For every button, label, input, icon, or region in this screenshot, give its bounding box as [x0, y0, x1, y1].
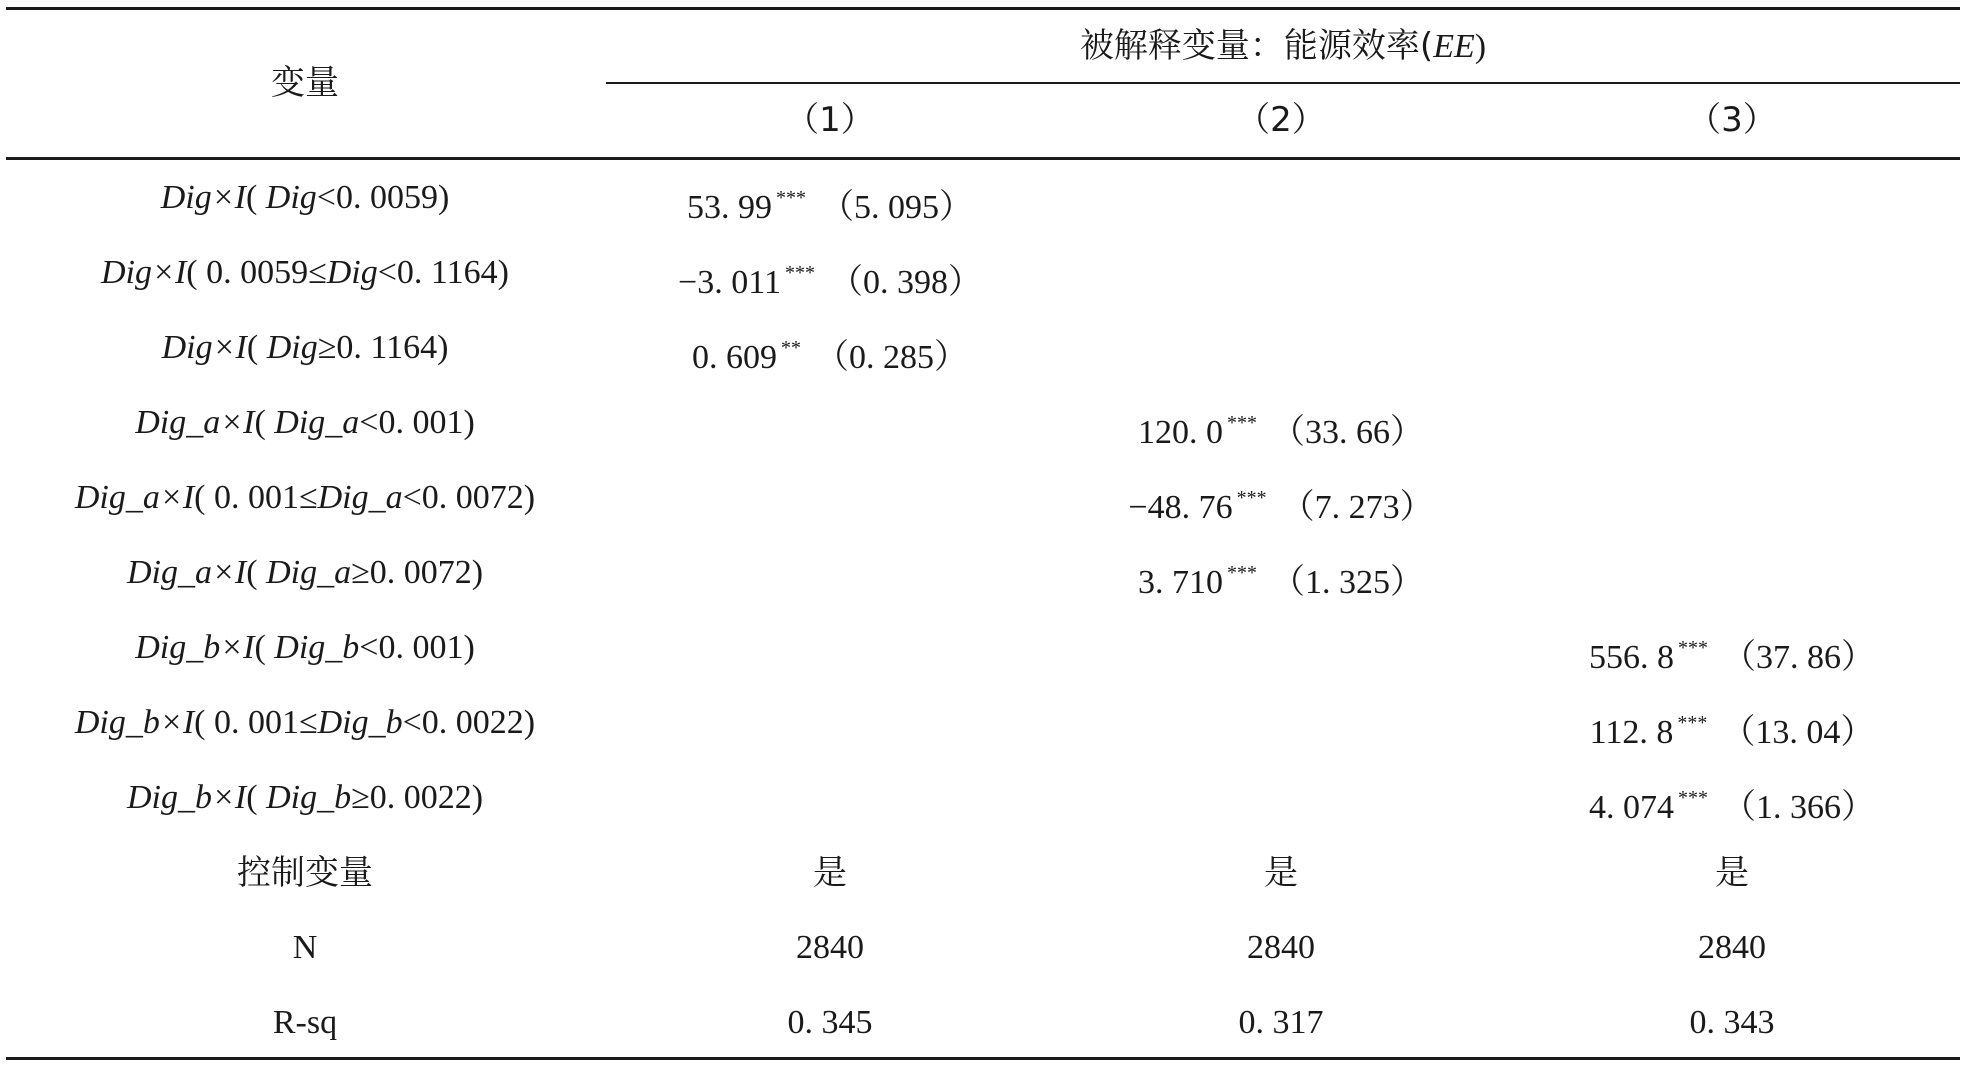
footer-value: 0. 317	[1238, 1004, 1324, 1041]
significance-stars: ***	[1677, 712, 1708, 734]
footer-value: 是	[1264, 853, 1298, 893]
footer-value: 是	[1715, 853, 1749, 893]
variable-expression: Dig_b×I( 0. 001≤Dig_b<0. 0022)	[74, 704, 536, 741]
coefficient-cell	[1589, 628, 1875, 676]
coefficient-cell	[1138, 403, 1424, 451]
significance-stars: ***	[1227, 562, 1257, 584]
variable-expression: Dig_b×I( Dig_b≥0. 0022)	[126, 779, 484, 816]
column-header-2: （2）	[1236, 100, 1326, 140]
dependent-variable-label: 被解释变量：能源效率(	[1079, 26, 1434, 66]
coefficient-value: −3. 011	[678, 264, 781, 301]
coefficient-cell	[1589, 703, 1875, 751]
significance-stars: ***	[1678, 637, 1708, 659]
footer-label: 控制变量	[237, 853, 373, 893]
significance-stars: ***	[776, 187, 806, 209]
coefficient-value: 4. 074	[1589, 789, 1674, 826]
table-bottom-rule	[6, 1057, 1960, 1060]
standard-error: （0. 398）	[828, 264, 982, 301]
variable-expression: Dig_a×I( Dig_a≥0. 0072)	[126, 554, 484, 591]
significance-stars: ***	[1236, 487, 1267, 509]
coefficient-cell	[1128, 478, 1434, 526]
column-header-3: （3）	[1687, 100, 1777, 140]
variable-expression: Dig×I( 0. 0059≤Dig<0. 1164)	[100, 254, 510, 291]
coefficient-cell	[1138, 553, 1424, 601]
dependent-variable-abbr: EE	[1433, 28, 1475, 65]
standard-error: （33. 66）	[1271, 414, 1424, 451]
footer-value: 是	[813, 853, 847, 893]
coefficient-cell	[687, 178, 973, 226]
coefficient-cell	[1589, 778, 1875, 826]
standard-error: （37. 86）	[1722, 639, 1875, 676]
variable-cell	[127, 778, 483, 818]
variable-cell	[75, 478, 535, 518]
footer-value: 2840	[796, 929, 864, 966]
footer-value: 2840	[1698, 929, 1766, 966]
dependent-variable-close: )	[1474, 28, 1487, 65]
coefficient-cell	[692, 328, 968, 376]
variable-cell	[75, 703, 535, 743]
footer-label: R-sq	[272, 1004, 338, 1041]
standard-error: （0. 285）	[815, 339, 968, 376]
footer-label: N	[292, 929, 318, 966]
coefficient-value: 112. 8	[1589, 714, 1674, 751]
variable-cell	[162, 328, 449, 368]
variable-expression: Dig_a×I( 0. 001≤Dig_a<0. 0072)	[74, 479, 536, 516]
variable-expression: Dig×I( Dig≥0. 1164)	[161, 329, 449, 366]
significance-stars: ***	[1678, 787, 1708, 809]
standard-error: （5. 095）	[820, 189, 973, 226]
standard-error: （7. 273）	[1280, 489, 1434, 526]
significance-stars: **	[781, 337, 801, 359]
coefficient-value: 3. 710	[1138, 564, 1223, 601]
table-top-rule	[6, 7, 1960, 10]
footer-value: 2840	[1247, 929, 1315, 966]
footer-value: 0. 345	[787, 1004, 873, 1041]
variable-expression: Dig_a×I( Dig_a<0. 001)	[135, 404, 475, 441]
column-header-1: （1）	[785, 100, 875, 140]
table-header-rule	[6, 157, 1960, 160]
table-spanner-rule	[606, 82, 1960, 84]
coefficient-value: 120. 0	[1138, 414, 1223, 451]
coefficient-value: 556. 8	[1589, 639, 1674, 676]
variable-cell	[101, 253, 509, 293]
coefficient-value: −48. 76	[1128, 489, 1233, 526]
variable-cell	[135, 628, 475, 668]
variable-cell	[135, 403, 475, 443]
variable-cell	[127, 553, 483, 593]
standard-error: （1. 366）	[1722, 789, 1875, 826]
variable-expression: Dig_b×I( Dig_b<0. 001)	[135, 629, 475, 666]
coefficient-value: 53. 99	[687, 189, 772, 226]
significance-stars: ***	[784, 262, 815, 284]
coefficient-value: 0. 609	[692, 339, 777, 376]
significance-stars: ***	[1227, 412, 1257, 434]
standard-error: （13. 04）	[1721, 714, 1875, 751]
footer-value: 0. 343	[1689, 1004, 1775, 1041]
variable-cell	[161, 178, 450, 218]
coefficient-cell	[678, 253, 982, 301]
variable-expression: Dig×I( Dig<0. 0059)	[160, 179, 450, 216]
variable-header: 变量	[271, 63, 339, 103]
standard-error: （1. 325）	[1271, 564, 1424, 601]
dependent-variable-header	[1080, 26, 1486, 66]
